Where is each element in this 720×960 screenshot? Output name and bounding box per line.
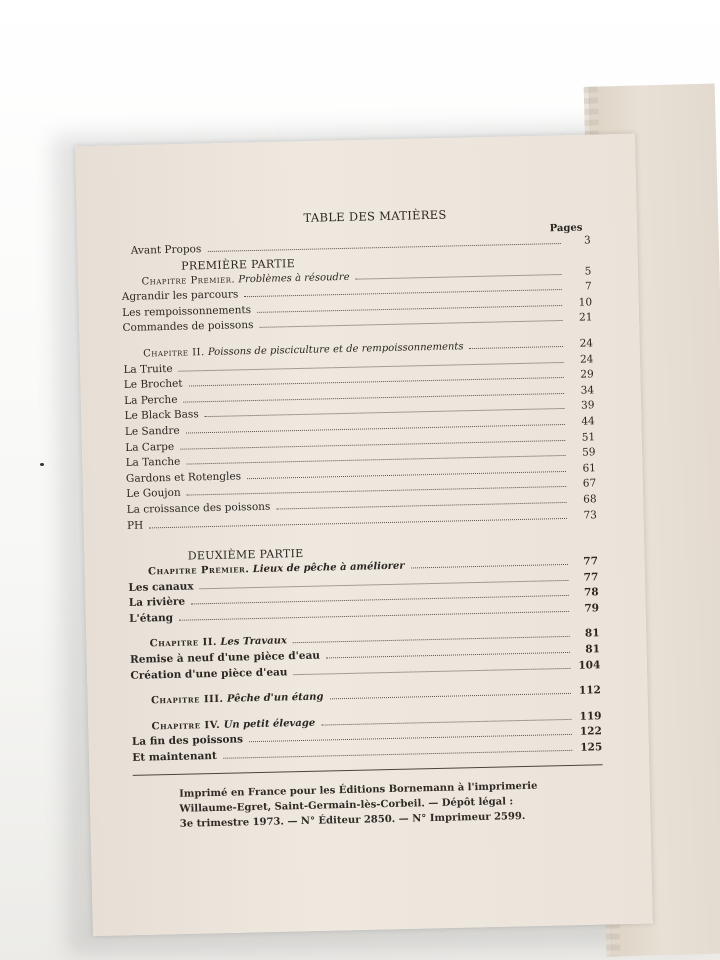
toc-entry: La Perche 34 xyxy=(124,384,595,407)
chapter-entry: Chapitre II. Poissons de pisciculture et de rempoissonnements 24 xyxy=(143,337,594,360)
toc-entry: Les canaux 77 xyxy=(128,570,599,594)
chapter-entry: Chapitre III. Pêche d'un étang 112 xyxy=(150,684,602,707)
toc-entry: Les rempoissonnements 10 xyxy=(122,296,593,319)
toc-entry: Création d'une pièce d'eau 104 xyxy=(130,658,601,682)
toc-entry: La croissance des poissons 68 xyxy=(126,493,597,516)
toc-entry: Le Sandre 44 xyxy=(124,415,595,438)
imprint-line: Imprimé en France pour les Éditions Bornemann à l'imprimerie xyxy=(179,780,538,800)
toc-entry: Le Goujon 67 xyxy=(126,477,597,501)
chapter-entry: Chapitre Premier. Lieux de pêche à améliorer 77 xyxy=(147,555,599,578)
part-heading-1: PREMIÈRE PARTIE xyxy=(181,256,296,273)
toc-entry: La rivière 78 xyxy=(128,586,599,610)
toc-entry: La Truite 24 xyxy=(123,352,594,376)
chapter-entry: Chapitre IV. Un petit élevage 119 xyxy=(151,710,602,733)
imprint-line: 3e trimestre 1973. — N° Éditeur 2850. — N° Imprimeur 2599. xyxy=(179,810,526,830)
toc-entry: La fin des poissons 122 xyxy=(131,725,602,749)
toc-entry: Et maintenant 125 xyxy=(132,741,603,764)
toc-entry: Commandes de poissons 21 xyxy=(122,311,593,335)
toc-entry: L'étang 79 xyxy=(129,602,600,625)
chapter-entry: Chapitre II. Les Travaux 81 xyxy=(149,627,600,650)
toc-entry: La Tanche 59 xyxy=(125,446,596,470)
toc-entry: Gardons et Rotengles 61 xyxy=(125,461,596,485)
toc-entry: Remise à neuf d'une pièce d'eau 81 xyxy=(129,643,601,666)
toc-entry: PH 73 xyxy=(126,508,598,532)
pages-column-label: Pages xyxy=(549,222,583,235)
imprint-line: Willaume-Egret, Saint-Germain-lès-Corbeil. — Dépôt légal : xyxy=(179,795,514,815)
toc-entry: La Carpe 51 xyxy=(125,430,596,454)
part-heading-2: DEUXIÈME PARTIE xyxy=(187,547,304,563)
toc-title: TABLE DES MATIÈRES xyxy=(303,207,447,225)
toc-entry: Le Black Bass 39 xyxy=(124,399,595,423)
table-of-contents xyxy=(120,204,604,832)
toc-entry: Le Brochet 29 xyxy=(123,368,594,392)
divider xyxy=(133,764,603,776)
toc-entry-intro: Avant Propos 3 xyxy=(130,234,591,257)
toc-entry: Agrandir les parcours 7 xyxy=(121,280,592,304)
chapter-entry: Chapitre Premier. Problèmes à résoudre 5 xyxy=(141,264,592,288)
speck xyxy=(40,463,44,466)
